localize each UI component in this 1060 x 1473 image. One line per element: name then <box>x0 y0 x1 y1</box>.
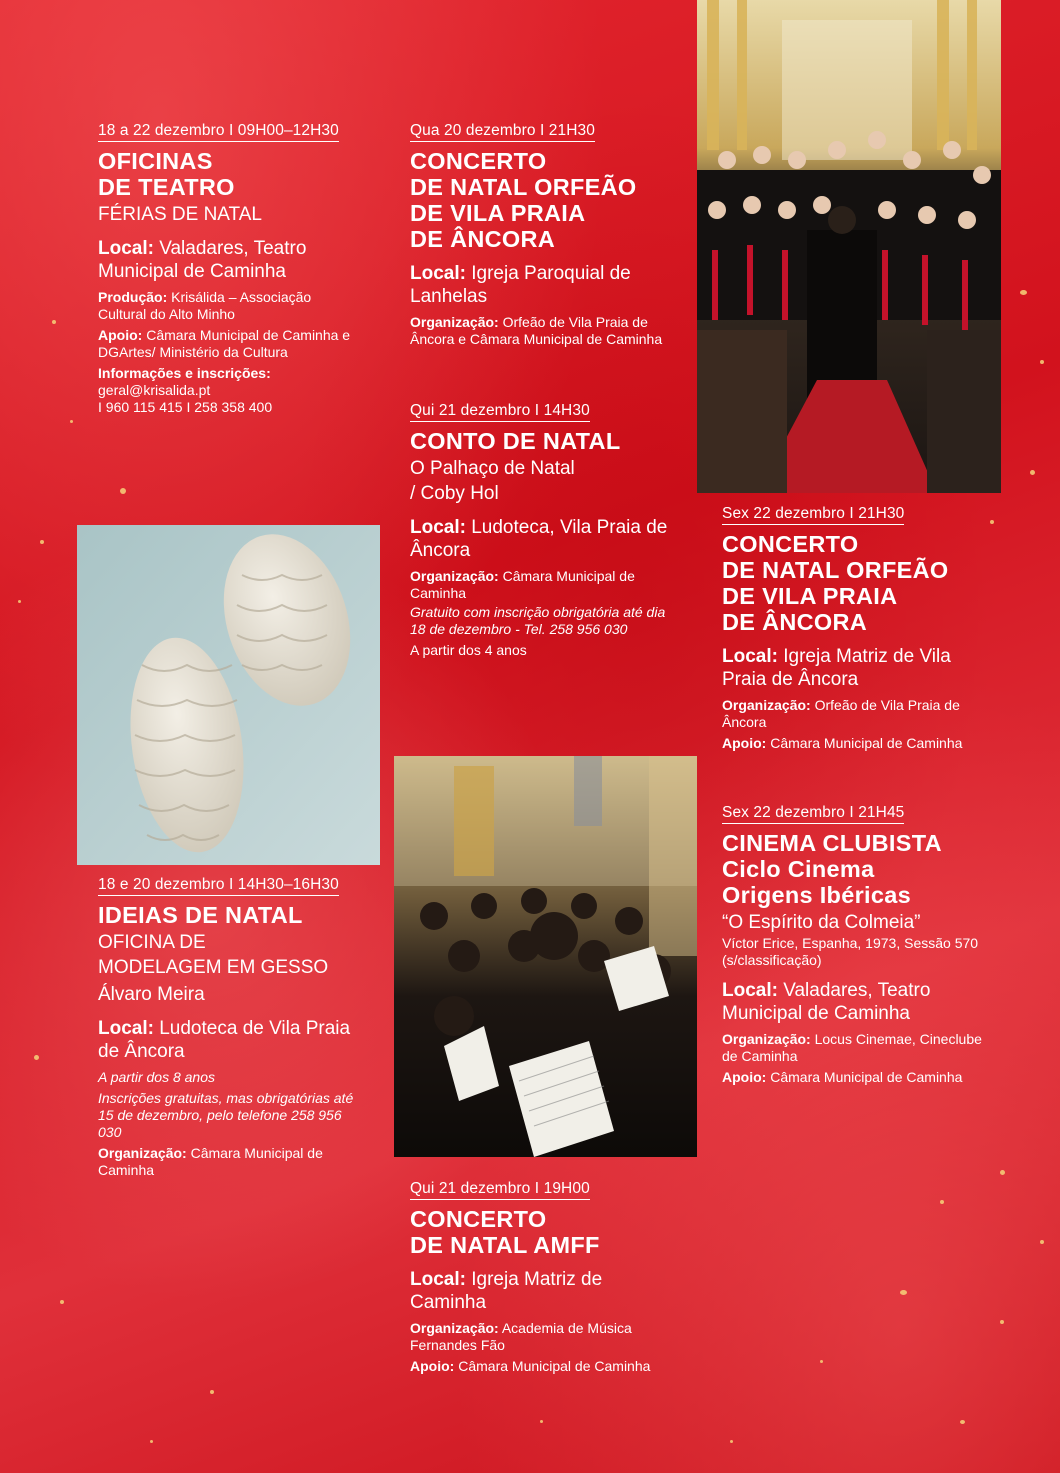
choir-photo <box>697 0 1001 493</box>
event-note-registration: Inscrições gratuitas, mas obrigatórias até 15 de dezembro, pelo telefone 258 956 030 <box>98 1090 354 1140</box>
event-support: Apoio: Câmara Municipal de Caminha <box>722 735 963 751</box>
event-location: Local: Igreja Matriz de Caminha <box>410 1269 603 1313</box>
event-date: 18 e 20 dezembro I 14H30–16H30 <box>98 876 339 896</box>
event-date: Sex 22 dezembro I 21H45 <box>722 804 904 824</box>
event-support: Apoio: Câmara Municipal de Caminha <box>410 1358 651 1374</box>
event-date: Qui 21 dezembro I 19H00 <box>410 1180 590 1200</box>
orchestra-photo <box>394 756 697 1157</box>
event-support: Apoio: Câmara Municipal de Caminha e DGArtes/ Ministério da Cultura <box>98 327 351 360</box>
event-concerto-orfeao-lanhelas <box>410 122 680 348</box>
event-film-credits: Víctor Erice, Espanha, 1973, Sessão 570 <box>722 935 979 951</box>
event-ideias-de-natal <box>98 876 362 1179</box>
event-film-title: “O Espírito da Colmeia” <box>722 912 921 933</box>
event-title: CINEMA CLUBISTA Ciclo Cinema Origens Ibéricas <box>722 830 942 908</box>
event-title: CONCERTO DE NATAL ORFEÃO DE VILA PRAIA DE ÂNCORA <box>722 531 949 635</box>
event-date: 18 a 22 dezembro I 09H00–12H30 <box>98 122 339 142</box>
event-note-registration: Gratuito com inscrição obrigatória até dia 18 de dezembro - Tel. 258 956 030 <box>410 604 666 637</box>
event-location: Local: Ludoteca, Vila Praia de Âncora <box>410 517 668 561</box>
event-organization: Organização: Câmara Municipal de Caminha <box>410 568 635 601</box>
event-oficinas-de-teatro <box>98 122 362 416</box>
event-support: Apoio: Câmara Municipal de Caminha <box>722 1069 963 1085</box>
event-title: IDEIAS DE NATAL <box>98 902 303 928</box>
event-film-rating: (s/classificação) <box>722 952 822 968</box>
pine-cones-photo <box>77 525 380 865</box>
event-cinema-clubista <box>722 804 992 1086</box>
event-location: Local: Igreja Matriz de Vila Praia de Âncora <box>722 646 951 690</box>
event-subtitle: O Palhaço de Natal / Coby Hol <box>410 458 575 504</box>
event-organization: Organização: Orfeão de Vila Praia de Âncora <box>722 697 960 730</box>
event-concerto-amff <box>410 1180 676 1375</box>
event-organization: Organização: Academia de Música Fernandes Fão <box>410 1320 632 1353</box>
event-subtitle: FÉRIAS DE NATAL <box>98 204 262 225</box>
event-concerto-orfeao-matriz <box>722 505 992 752</box>
event-organization: Organização: Orfeão de Vila Praia de Âncora e Câmara Municipal de Caminha <box>410 314 663 347</box>
event-date: Sex 22 dezembro I 21H30 <box>722 505 904 525</box>
event-location: Local: Ludoteca de Vila Praia de Âncora <box>98 1018 351 1062</box>
event-title: CONCERTO DE NATAL AMFF <box>410 1206 600 1258</box>
event-location: Local: Valadares, Teatro Municipal de Caminha <box>98 238 307 282</box>
event-organization: Organização: Câmara Municipal de Caminha <box>98 1145 323 1178</box>
event-note-age: A partir dos 4 anos <box>410 642 527 658</box>
event-note-age: A partir dos 8 anos <box>98 1069 215 1085</box>
event-production: Produção: Krisálida – Associação Cultural do Alto Minho <box>98 289 312 322</box>
event-location: Local: Igreja Paroquial de Lanhelas <box>410 263 631 307</box>
event-date: Qui 21 dezembro I 14H30 <box>410 402 590 422</box>
event-date: Qua 20 dezembro I 21H30 <box>410 122 595 142</box>
event-info: Informações e inscrições: geral@krisalida.pt I 960 115 415 I 258 358 400 <box>98 365 273 415</box>
event-title: OFICINAS DE TEATRO <box>98 148 235 200</box>
event-title: CONCERTO DE NATAL ORFEÃO DE VILA PRAIA DE ÂNCORA <box>410 148 637 252</box>
event-organization: Organização: Locus Cinemae, Cineclube de Caminha <box>722 1031 982 1064</box>
event-title: CONTO DE NATAL <box>410 428 621 454</box>
event-conto-de-natal <box>410 402 676 659</box>
event-subtitle: OFICINA DE MODELAGEM EM GESSO Álvaro Meira <box>98 932 329 1005</box>
event-location: Local: Valadares, Teatro Municipal de Caminha <box>722 980 931 1024</box>
